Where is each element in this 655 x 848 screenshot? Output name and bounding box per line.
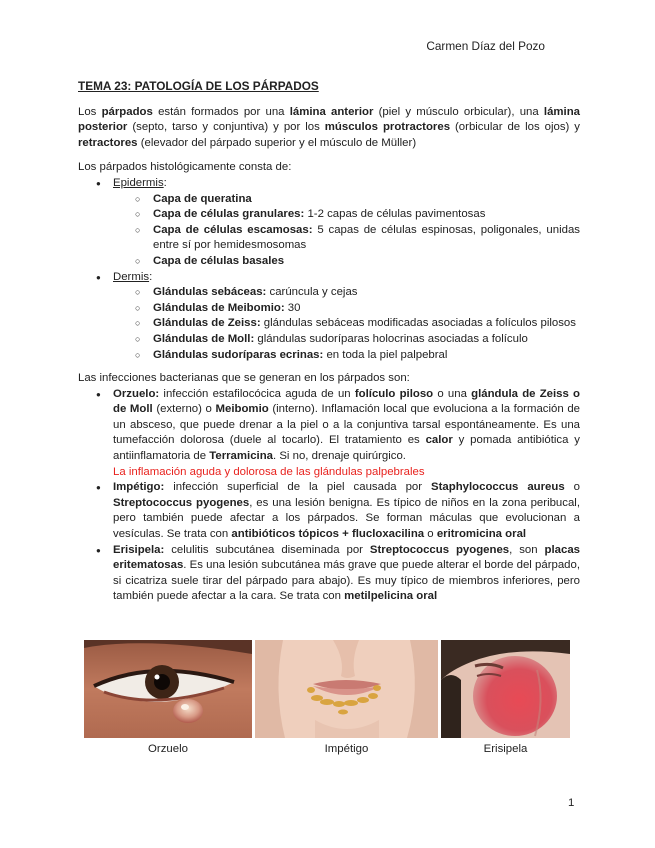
list-item bbox=[113, 254, 580, 270]
impetigo-illustration bbox=[255, 640, 438, 738]
histology-lead: Los párpados histológicamente consta de: bbox=[78, 161, 292, 174]
bold-run: glándula de Zeiss o de Moll bbox=[113, 387, 581, 416]
bold-run: folículo piloso bbox=[354, 387, 434, 400]
text-run: (interno). Inflamación local que evoluciona a la formación de un absceso, que puede drenar a la piel o a la conjuntiva tarsal espontáneamente. Es una tumefacción dolorosa (duele al tocarlo). El tratamiento es bbox=[113, 403, 580, 447]
bold-run: lámina anterior bbox=[289, 105, 374, 118]
text-run: en toda la piel palpebral bbox=[323, 348, 448, 361]
text-run: infección estafilocócica aguda de un bbox=[159, 387, 355, 400]
orzuelo-illustration bbox=[84, 640, 252, 738]
bold-run: músculos protractores bbox=[324, 121, 451, 134]
list-item bbox=[113, 348, 580, 364]
bold-run: Capa de queratina bbox=[153, 192, 252, 205]
epidermis-sublist bbox=[113, 192, 580, 270]
document-body bbox=[78, 79, 580, 605]
histology-list bbox=[78, 176, 580, 363]
text-run: . Si no, drenaje quirúrgico. bbox=[272, 450, 406, 463]
text-run: : bbox=[163, 176, 167, 189]
bold-run: metilpelicina oral bbox=[344, 590, 438, 603]
epidermis-label: Epidermis bbox=[113, 176, 164, 189]
list-item-dermis bbox=[78, 270, 580, 364]
impetigo-photo bbox=[255, 640, 438, 738]
bold-run: Glándulas de Zeiss: bbox=[153, 317, 261, 330]
text-run: glándulas sebáceas modificadas asociadas a folículos pilosos bbox=[260, 317, 576, 330]
bold-run: Glándulas sudoríparas ecrinas: bbox=[153, 348, 324, 361]
list-item bbox=[113, 316, 580, 332]
text-run: , es una lesión benigna. Es típico de niños en la zona peribucal, pero también puede afectar a los párpados. Se forman máculas que evolucionan a vesículas. Se trata con bbox=[113, 496, 580, 541]
caption-impetigo: Impétigo bbox=[324, 743, 369, 755]
text-run: o bbox=[424, 528, 437, 541]
list-item bbox=[113, 285, 580, 301]
page-title: TEMA 23: PATOLOGÍA DE LOS PÁRPADOS bbox=[78, 79, 319, 93]
bold-run: Capa de células escamosas: bbox=[153, 223, 313, 236]
text-run: (orbicular de los ojos) y bbox=[450, 121, 580, 134]
text-run: : bbox=[149, 270, 153, 283]
text-run: infección superficial de la piel causada por bbox=[164, 481, 432, 494]
text-run: celulitis subcutánea diseminada por bbox=[164, 543, 370, 556]
text-run: (elevador del párpado superior y el músculo de Müller) bbox=[137, 136, 417, 149]
bold-run: Capa de células granulares: bbox=[153, 208, 305, 221]
text-run: 30 bbox=[284, 301, 301, 314]
bold-run: Orzuelo: bbox=[113, 387, 160, 400]
erisipela-illustration bbox=[441, 640, 570, 738]
bold-run: Streptococcus pyogenes bbox=[369, 543, 510, 556]
text-run: glándulas sudoríparas holocrinas asociadas a folículo bbox=[254, 332, 528, 345]
photo-captions bbox=[84, 742, 570, 758]
bold-run: Streptococcus pyogenes bbox=[113, 496, 250, 509]
bold-run: Impétigo: bbox=[113, 481, 165, 494]
text-run: 5 capas de células espinosas, poligonales, unidas entre sí por hemidesmosomas bbox=[153, 223, 580, 252]
text-run: (externo) o bbox=[152, 403, 216, 416]
erisipela-photo bbox=[441, 640, 570, 738]
bold-run: eritromicina oral bbox=[436, 528, 527, 541]
bold-run: retractores bbox=[78, 136, 138, 149]
bold-run: Glándulas de Moll: bbox=[153, 332, 255, 345]
infections-list bbox=[78, 387, 580, 605]
list-item-epidermis bbox=[78, 176, 580, 270]
bold-run: Glándulas de Meibomio: bbox=[153, 301, 285, 314]
list-item bbox=[113, 207, 580, 223]
list-item bbox=[113, 301, 580, 317]
text-run: o bbox=[564, 481, 581, 494]
bold-run: lámina posterior bbox=[78, 105, 580, 134]
bold-run: antibióticos tópicos + flucloxacilina bbox=[231, 528, 425, 541]
dermis-sublist bbox=[113, 285, 580, 363]
bold-run: Meibomio bbox=[215, 403, 269, 416]
list-item bbox=[113, 223, 580, 254]
bold-run: Capa de células basales bbox=[153, 254, 285, 267]
bold-run: Erisipela: bbox=[113, 543, 165, 556]
caption-orzuelo: Orzuelo bbox=[148, 743, 188, 755]
text-run: (piel y músculo orbicular), una bbox=[373, 105, 544, 118]
list-item-orzuelo bbox=[78, 387, 580, 481]
intro-paragraph bbox=[78, 105, 580, 152]
dermis-label: Dermis bbox=[113, 270, 150, 283]
caption-erisipela: Erisipela bbox=[483, 743, 528, 755]
list-item-impetigo bbox=[78, 480, 580, 542]
infections-lead: Las infecciones bacterianas que se generan en los párpados son: bbox=[78, 372, 410, 385]
text-run: , son bbox=[509, 543, 545, 556]
page-number: 1 bbox=[568, 797, 575, 809]
text-run: (septo, tarso y conjuntiva) y por los bbox=[127, 121, 325, 134]
author-name: Carmen Díaz del Pozo bbox=[426, 39, 545, 53]
list-item bbox=[113, 332, 580, 348]
bold-run: párpados bbox=[101, 105, 153, 118]
bold-run: Terramicina bbox=[209, 450, 273, 463]
highlighted-definition: La inflamación aguda y dolorosa de las glándulas palpebrales bbox=[113, 465, 425, 478]
bold-run: placas eritematosas bbox=[113, 543, 580, 572]
bold-run: Glándulas sebáceas: bbox=[153, 286, 267, 299]
text-run: y pomada antibiótica y antiinflamatoria de bbox=[113, 434, 580, 463]
text-run: Los bbox=[78, 105, 102, 118]
text-run: 1-2 capas de células pavimentosas bbox=[304, 208, 486, 221]
text-run: . Es una lesión subcutánea más grave que puede alterar el borde del párpado, si cicatriza suele tirar del párpado para abajo). Es muy típico de miembros inferiores, pero también puede afectar a la cara. Se trata con bbox=[113, 559, 580, 603]
list-item bbox=[113, 192, 580, 208]
text-run: están formados por una bbox=[152, 105, 290, 118]
list-item-erisipela bbox=[78, 543, 580, 605]
orzuelo-photo bbox=[84, 640, 252, 738]
text-run: o una bbox=[433, 387, 472, 400]
text-run: carúncula y cejas bbox=[266, 286, 358, 299]
bold-run: calor bbox=[425, 434, 453, 447]
bold-run: Staphylococcus aureus bbox=[431, 481, 565, 494]
clinical-photos bbox=[84, 640, 570, 738]
